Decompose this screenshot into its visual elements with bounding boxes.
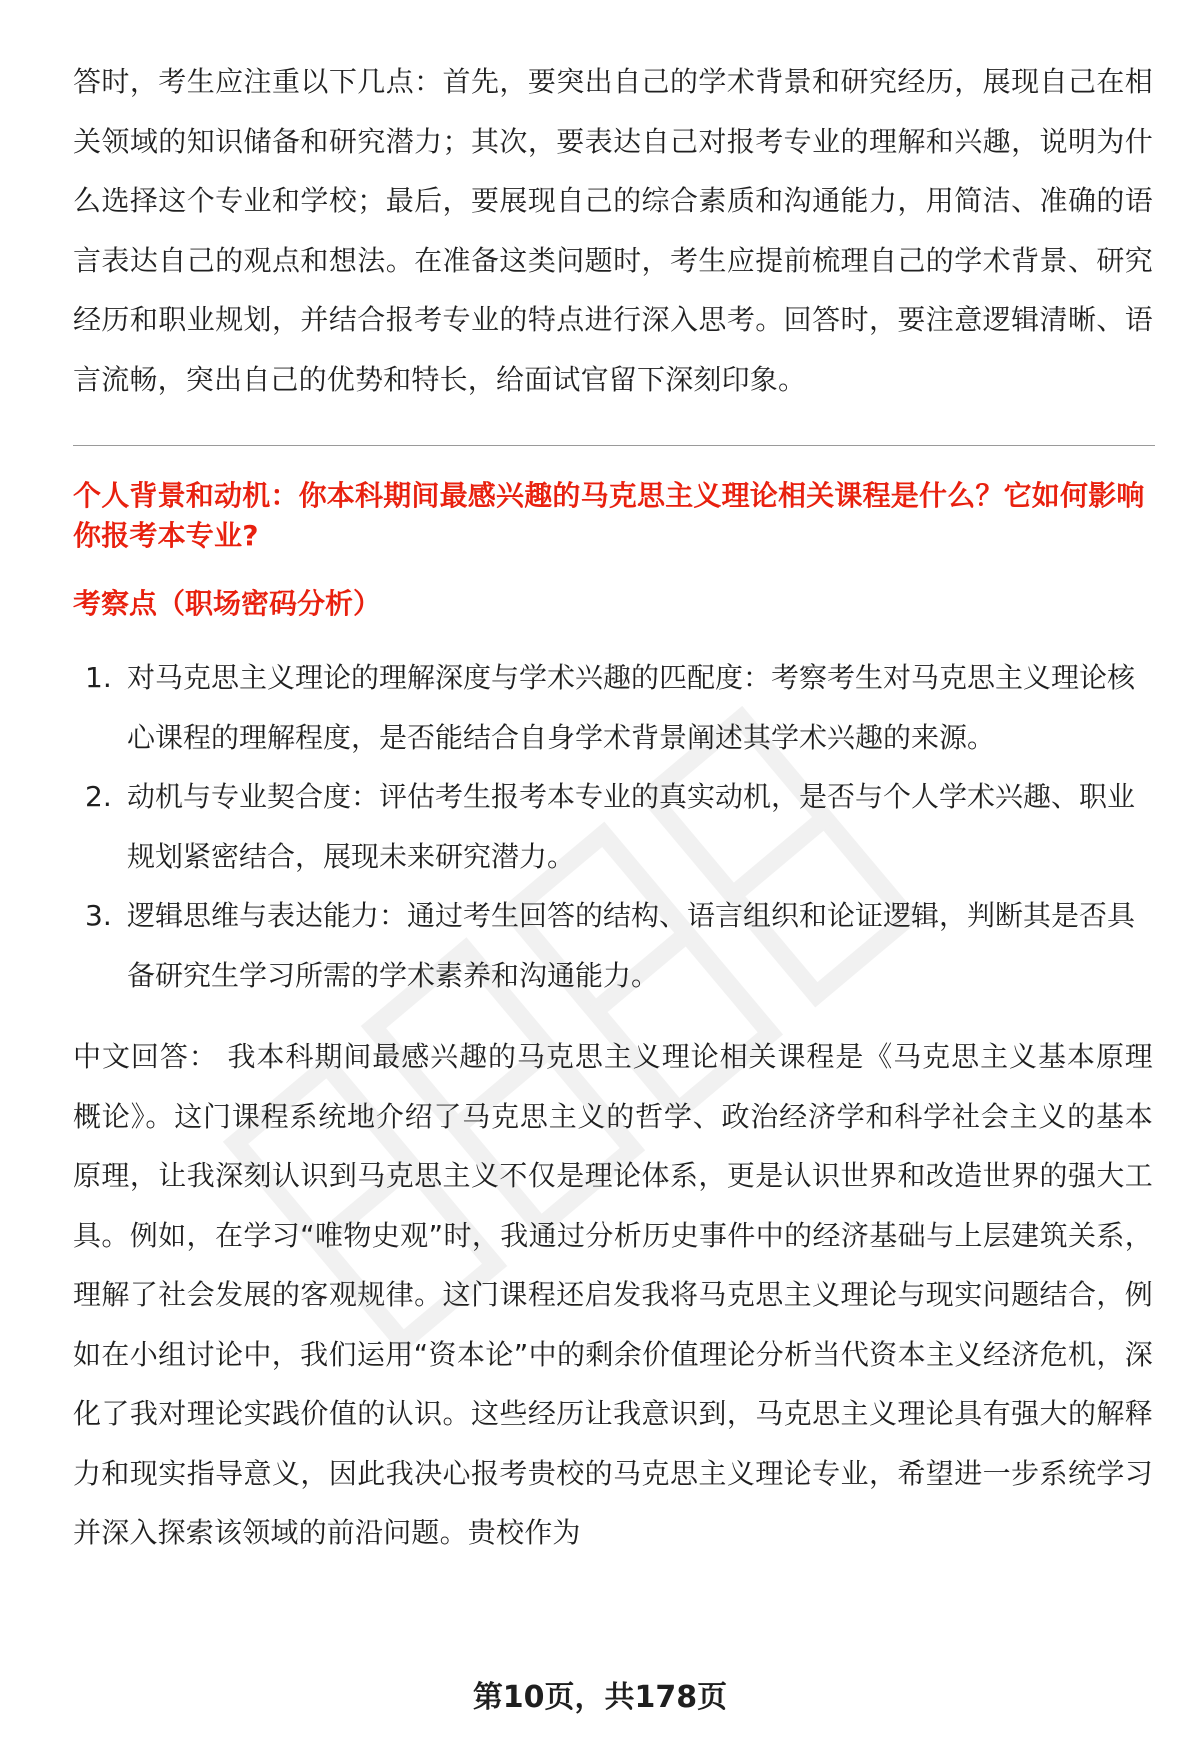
list-number: 3. [85,899,112,932]
list-item [73,886,1153,1005]
list-text: 动机与专业契合度：评估考生报考本专业的真实动机，是否与个人学术兴趣、职业规划紧密结合，展现未来研究潜力。 [127,780,1136,873]
section-divider [73,445,1155,446]
answer-paragraph [73,1027,1153,1563]
section-title: 考察点（职场密码分析） [73,587,382,620]
intro-paragraph: 答时，考生应注重以下几点：首先，要突出自己的学术背景和研究经历，展现自己在相关领域的知识储备和研究潜力；其次，要表达自己对报考专业的理解和兴趣，说明为什么选择这个专业和学校；最后，要展现自己的综合素质和沟通能力，用简洁、准确的语言表达自己的观点和想法。在准备这类问题时，考生应提前梳理自己的学术背景、研究经历和职业规划，并结合报考专业的特点进行深入思考。回答时，要注意逻辑清晰、语言流畅，突出自己的优势和特长，给面试官留下深刻印象。 [73,65,1153,396]
list-text: 对马克思主义理论的理解深度与学术兴趣的匹配度：考察考生对马克思主义理论核心课程的理解程度，是否能结合自身学术背景阐述其学术兴趣的来源。 [127,661,1136,754]
question-heading: 个人背景和动机：你本科期间最感兴趣的马克思主义理论相关课程是什么？它如何影响你报考本专业? [73,479,1145,552]
answer-label: 中文回答： [73,1040,218,1073]
answer-text: 我本科期间最感兴趣的马克思主义理论相关课程是《马克思主义基本原理概论》。这门课程系统地介绍了马克思主义的哲学、政治经济学和科学社会主义的基本原理，让我深刻认识到马克思主义不仅是理论体系，更是认识世界和改造世界的强大工具。例如，在学习“唯物史观”时，我通过分析历史事件中的经济基础与上层建筑关系，理解了社会发展的客观规律。这门课程还启发我将马克思主义理论与现实问题结合，例如在小组讨论中，我们运用“资本论”中的剩余价值理论分析当代资本主义经济危机，深化了我对理论实践价值的认识。这些经历让我意识到，马克思主义理论具有强大的解释力和现实指导意义，因此我决心报考贵校的马克思主义理论专业，希望进一步系统学习并深入探索该领域的前沿问题。贵校作为 [73,1040,1153,1549]
page-footer: 第10页，共178页 [472,1680,728,1715]
list-text: 逻辑思维与表达能力：通过考生回答的结构、语言组织和论证逻辑，判断其是否具备研究生学习所需的学术素养和沟通能力。 [127,899,1136,992]
points-list [73,648,1153,1005]
list-item [73,648,1153,767]
list-number: 2. [85,780,112,813]
list-item [73,767,1153,886]
list-number: 1. [85,661,112,694]
